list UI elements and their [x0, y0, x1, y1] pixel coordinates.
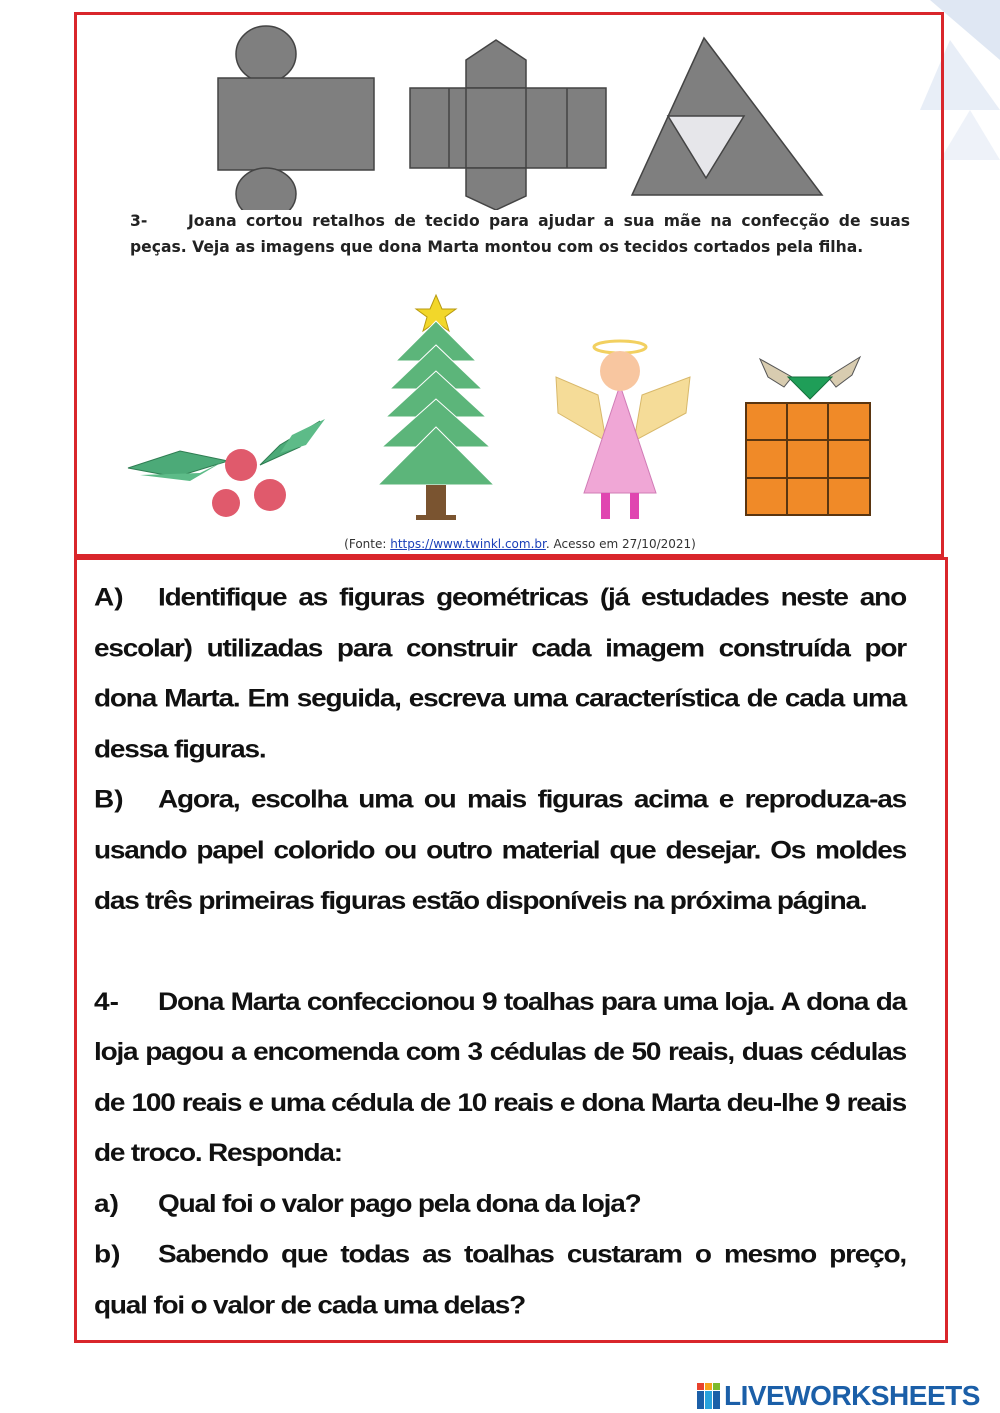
question-3 [130, 208, 910, 260]
tetrahedron-net [632, 38, 822, 195]
part-a [94, 572, 906, 774]
part-a-label: A) [94, 583, 124, 611]
liveworksheets-mark-icon [697, 1383, 721, 1409]
part-b-label: B) [94, 785, 124, 813]
questions-body [94, 572, 906, 1330]
angel-figure [556, 341, 690, 519]
question-4-a-label: a) [94, 1189, 119, 1218]
image-source-credit [0, 537, 1000, 551]
source-suffix: . Acesso em 27/10/2021) [545, 537, 696, 551]
question-4 [94, 976, 906, 1178]
gift-box-figure [746, 357, 870, 515]
holly-figure [128, 419, 325, 517]
spacer [94, 926, 906, 976]
part-b-text: Agora, escolha uma ou mais figuras acima e reproduza-as usando papel colorido ou outro material que desejar. Os moldes das três primeiras figuras estão disponíveis na próxima página. [94, 785, 906, 915]
question-3-text: Joana cortou retalhos de tecido para ajudar a sua mãe na confecção de suas peças. Veja as imagens que dona Marta montou com os tecidos cortados pela filha. [130, 212, 910, 256]
geometric-nets-illustration [200, 20, 840, 210]
part-a-text: Identifique as figuras geométricas (já estudades neste ano escolar) utilizadas para construir cada imagem construída por dona Marta. Em seguida, escreva uma característica de cada uma dessa figuras. [94, 583, 906, 763]
question-3-number: 3- [130, 212, 148, 230]
question-4-number: 4- [94, 987, 119, 1015]
question-4-b-label: b) [94, 1240, 121, 1268]
question-4-b-text: Sabendo que todas as toalhas custaram o mesmo preço, qual foi o valor de cada uma delas? [94, 1240, 906, 1319]
liveworksheets-logo [697, 1380, 980, 1412]
hexagonal-prism-net [410, 40, 606, 210]
christmas-figures-illustration [120, 285, 880, 530]
source-prefix: (Fonte: [344, 537, 391, 551]
part-b [94, 774, 906, 926]
christmas-tree-figure [378, 295, 494, 520]
question-4-a-text: Qual foi o valor pago pela dona da loja? [158, 1189, 641, 1218]
liveworksheets-wordmark: LIVEWORKSHEETS [724, 1380, 980, 1411]
question-4-b [94, 1229, 906, 1330]
question-4-a [94, 1178, 906, 1229]
cylinder-net [218, 26, 374, 210]
question-4-text: Dona Marta confeccionou 9 toalhas para uma loja. A dona da loja pagou a encomenda com 3 cédulas de 50 reais, duas cédulas de 100 reais e uma cédula de 10 reais e dona Marta deu-lhe 9 reais de troco. Responda: [94, 987, 906, 1167]
source-link[interactable]: https://www.twinkl.com.br [390, 537, 546, 551]
